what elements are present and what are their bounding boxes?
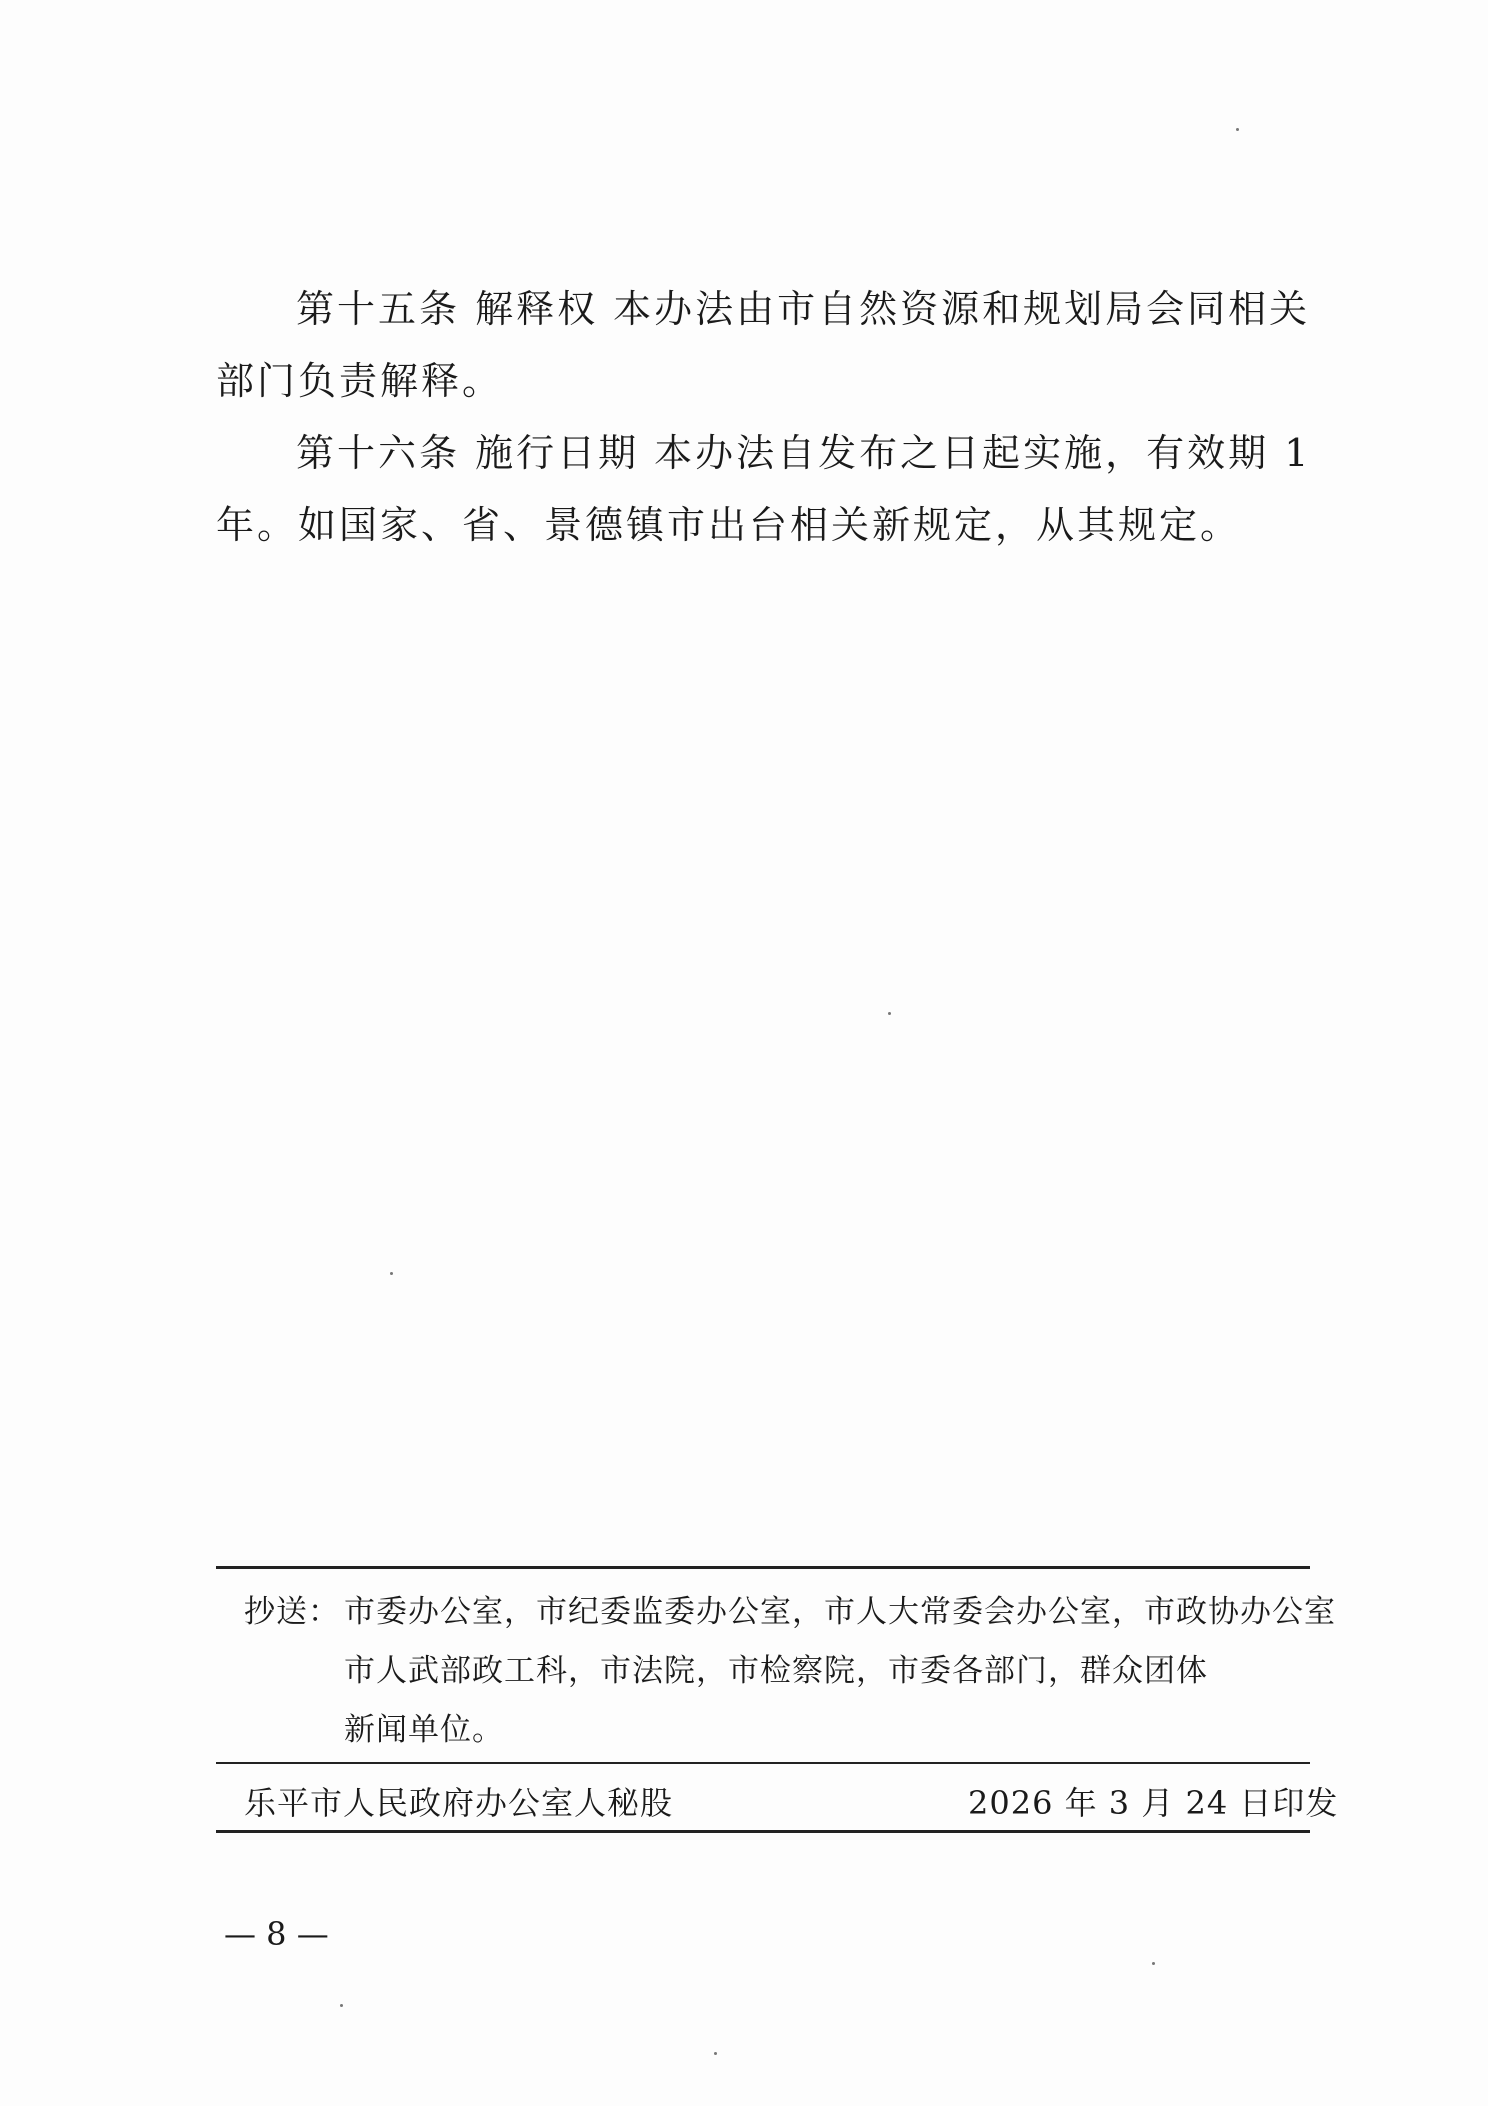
page-number: — 8 —: [224, 1915, 329, 1953]
article-15-line-2: 部门负责解释。: [216, 359, 504, 403]
article-15-line-1: 第十五条 解释权 本办法由市自然资源和规划局会同相关: [296, 287, 1311, 331]
scan-speck: [714, 2052, 717, 2055]
article-16-line-2: 年。如国家、省、景德镇市出台相关新规定，从其规定。: [216, 503, 1242, 547]
scan-speck: [1152, 1962, 1155, 1965]
scan-speck: [340, 2004, 343, 2007]
footer-top-rule: [216, 1762, 1310, 1764]
cc-line-3: 新闻单位。: [344, 1712, 504, 1748]
cc-top-rule: [216, 1566, 1310, 1569]
cc-line-1: 市委办公室，市纪委监委办公室，市人大常委会办公室，市政协办公室: [344, 1594, 1336, 1630]
footer-bottom-rule: [216, 1830, 1310, 1833]
article-16-line-1: 第十六条 施行日期 本办法自发布之日起实施，有效期 1: [296, 431, 1312, 475]
scan-speck: [1236, 128, 1239, 131]
issue-date: 2026 年 3 月 24 日印发: [968, 1784, 1339, 1822]
scan-speck: [390, 1272, 393, 1275]
cc-line-2: 市人武部政工科，市法院，市检察院，市委各部门，群众团体: [344, 1653, 1208, 1689]
scan-speck: [888, 1012, 891, 1015]
cc-label: 抄送：: [244, 1594, 340, 1630]
issuer-name: 乐平市人民政府办公室人秘股: [244, 1784, 674, 1822]
